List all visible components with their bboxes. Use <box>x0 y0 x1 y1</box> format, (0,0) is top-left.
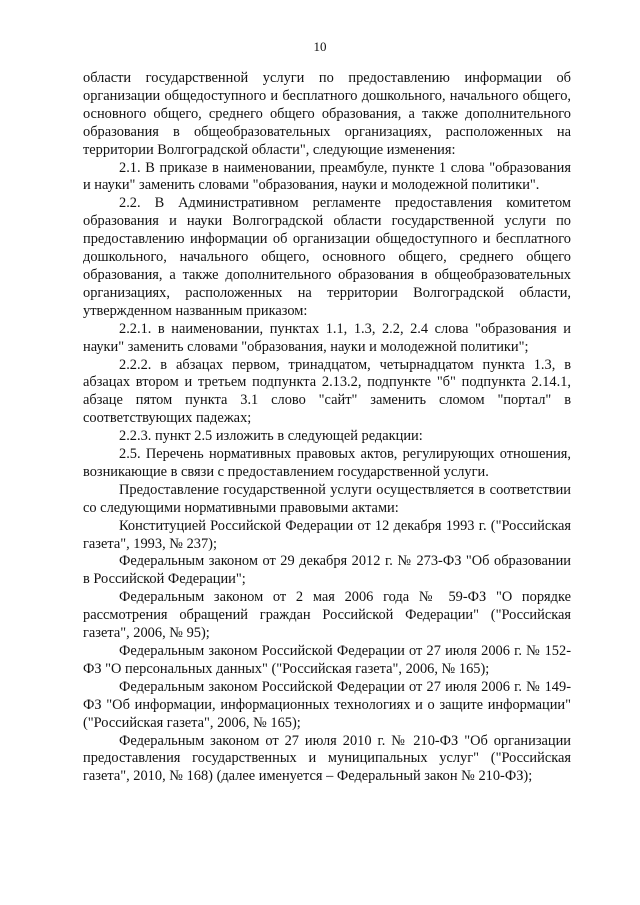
paragraph-2-2-2: 2.2.2. в абзацах первом, тринадцатом, четырнадцатом пункта 1.3, в абзацах втором и третьем подпункта 2.13.2, подпункте "б" подпункта 2.14.1, абзаце пятом пункта 3.1 слово "сайт" заменить сломом "портал" в соответствующих падежах; <box>83 356 571 427</box>
paragraph-intro-continuation: области государственной услуги по предоставлению информации об организации общедоступного и бесплатного дошкольного, начального общего, основного общего, среднего общего образования, а также дополнительного образования в общеобразовательных организациях, расположенных на территории Волгоградской области", следующие изменения: <box>83 70 571 158</box>
paragraph-2-2-3: 2.2.3. пункт 2.5 изложить в следующей редакции: <box>119 428 423 445</box>
page-number: 10 <box>313 39 327 54</box>
paragraph-law-273: Федеральным законом от 29 декабря 2012 г. № 273-ФЗ "Об образовании в Российской Федерации"; <box>83 553 571 588</box>
document-body <box>83 70 571 786</box>
paragraph-law-149: Федеральным законом Российской Федерации от 27 июля 2006 г. № 149-ФЗ "Об информации, информационных технологиях и о защите информации" ("Российская газета", 2006, № 165); <box>83 678 571 731</box>
paragraph-service-provision: Предоставление государственной услуги осуществляется в соответствии со следующими нормативными правовыми актами: <box>83 481 571 516</box>
paragraph-2-1: 2.1. В приказе в наименовании, преамбуле, пункте 1 слова "образования и науки" заменить словами "образования, науки и молодежной политики". <box>83 159 571 194</box>
paragraph-law-210: Федеральным законом от 27 июля 2010 г. № 210-ФЗ "Об организации предоставления государственных и муниципальных услуг" ("Российская газета", 2010, № 168) (далее именуется – Федеральный закон № 210-ФЗ); <box>83 732 571 785</box>
paragraph-law-59: Федеральным законом от 2 мая 2006 года № 59-ФЗ "О порядке рассмотрения обращений граждан Российской Федерации" ("Российская газета", 2006, № 95); <box>83 589 571 642</box>
paragraph-2-2-1: 2.2.1. в наименовании, пунктах 1.1, 1.3, 2.2, 2.4 слова "образования и науки" заменить словами "образования, науки и молодежной политики"; <box>83 320 571 355</box>
paragraph-constitution: Конституцией Российской Федерации от 12 декабря 1993 г. ("Российская газета", 1993, № 237); <box>83 517 571 552</box>
paragraph-2-5: 2.5. Перечень нормативных правовых актов, регулирующих отношения, возникающие в связи с предоставлением государственной услуги. <box>83 446 571 480</box>
paragraph-law-152: Федеральным законом Российской Федерации от 27 июля 2006 г. № 152-ФЗ "О персональных данных" ("Российская газета", 2006, № 165); <box>83 643 571 677</box>
paragraph-2-2: 2.2. В Административном регламенте предоставления комитетом образования и науки Волгоградской области государственной услуги по предоставлению информации об организации общедоступного и бесплатного дошкольного, начального общего, основного общего, среднего общего образования, а также дополнительного образования в общеобразовательных организациях, расположенных на территории Волгоградской области, утвержденном названным приказом: <box>83 195 571 319</box>
